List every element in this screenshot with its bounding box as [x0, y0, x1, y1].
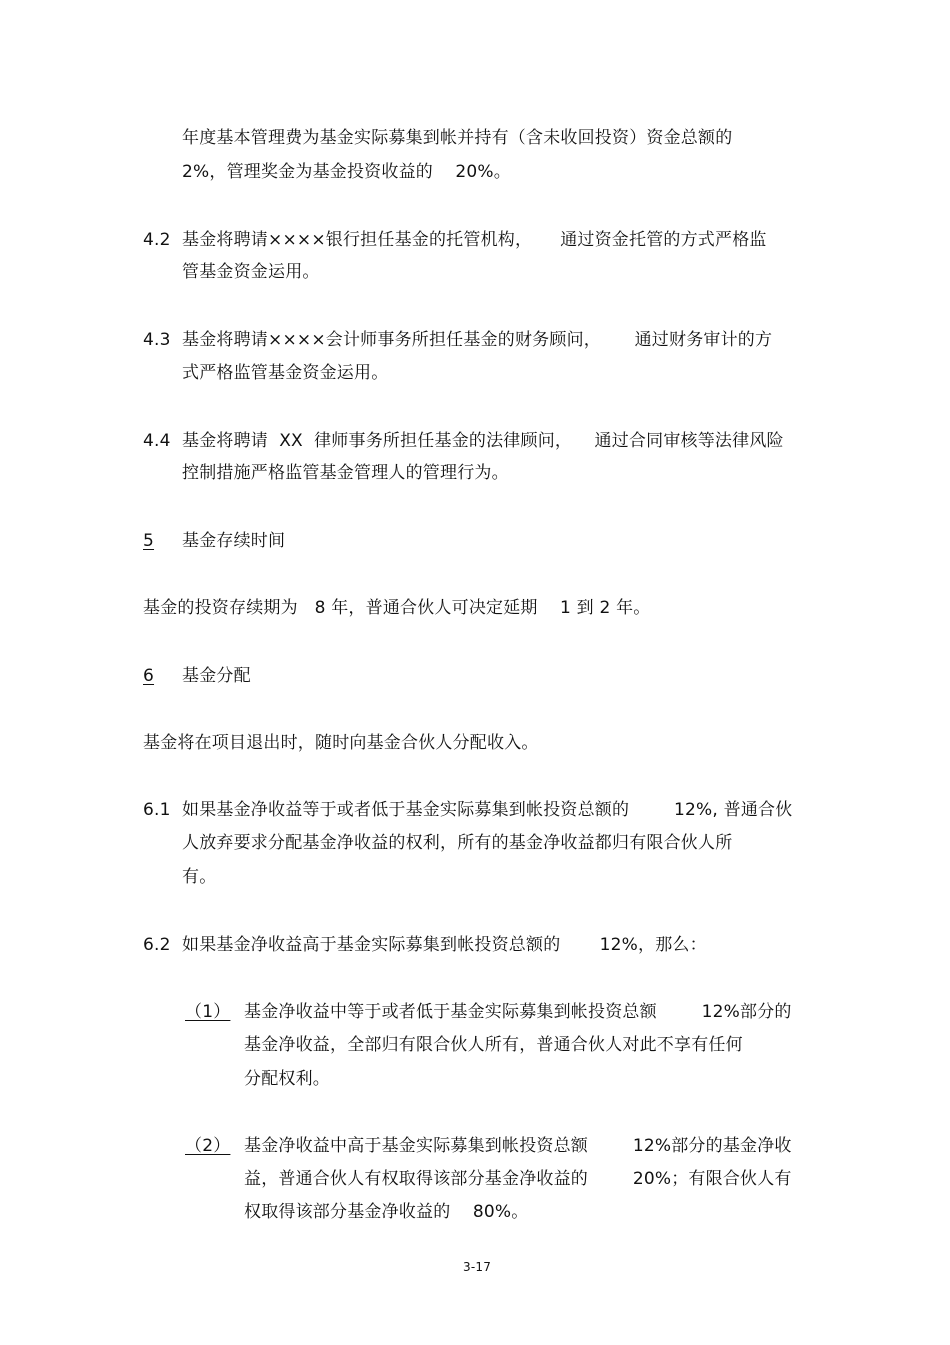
- item-4-4-line1: 基金将聘请 XX 律师事务所担任基金的法律顾问， 通过合同审核等法律风险: [182, 431, 784, 451]
- section-6-number: 6: [143, 666, 155, 686]
- section-5-title: 基金存续时间: [182, 531, 286, 551]
- item-6-2-number: 6.2: [143, 935, 171, 955]
- para-5: 基金的投资存续期为 8 年，普通合伙人可决定延期 1 到 2 年。: [143, 598, 651, 618]
- page-number: 3-17: [463, 1260, 492, 1274]
- item-6-1-line1: 如果基金净收益等于或者低于基金实际募集到帐投资总额的 12%, 普通合伙: [182, 800, 793, 820]
- para-4-1-cont-line1: 年度基本管理费为基金实际募集到帐并持有（含未收回投资）资金总额的: [182, 128, 733, 148]
- item-4-2-number: 4.2: [143, 230, 171, 250]
- sub-1-line1: 基金净收益中等于或者低于基金实际募集到帐投资总额 12%部分的: [244, 1002, 792, 1022]
- para-4-1-cont-line2: 2%，管理奖金为基金投资收益的 20%。: [182, 162, 511, 182]
- sub-2-number: （2）: [185, 1136, 231, 1156]
- sub-2-line1: 基金净收益中高于基金实际募集到帐投资总额 12%部分的基金净收: [244, 1136, 792, 1156]
- item-6-1-number: 6.1: [143, 800, 171, 820]
- item-4-3-line1: 基金将聘请××××会计师事务所担任基金的财务顾问， 通过财务审计的方: [182, 330, 773, 350]
- section-5-number: 5: [143, 531, 155, 551]
- sub-2-line3: 权取得该部分基金净收益的 80%。: [244, 1202, 529, 1222]
- section-6-title: 基金分配: [182, 666, 251, 686]
- sub-1-line2: 基金净收益，全部归有限合伙人所有，普通合伙人对此不享有任何: [244, 1035, 743, 1055]
- item-4-3-line2: 式严格监管基金资金运用。: [182, 363, 389, 383]
- item-6-1-line2: 人放弃要求分配基金净收益的权利，所有的基金净收益都归有限合伙人所: [182, 833, 733, 853]
- item-6-2-line1: 如果基金净收益高于基金实际募集到帐投资总额的 12%，那么：: [182, 935, 707, 955]
- para-6: 基金将在项目退出时，随时向基金合伙人分配收入。: [143, 733, 539, 753]
- sub-1-line3: 分配权利。: [244, 1069, 330, 1089]
- sub-1-number: （1）: [185, 1002, 231, 1022]
- item-6-1-line3: 有。: [182, 867, 217, 887]
- item-4-2-line1: 基金将聘请××××银行担任基金的托管机构， 通过资金托管的方式严格监: [182, 230, 767, 250]
- item-4-4-line2: 控制措施严格监管基金管理人的管理行为。: [182, 463, 509, 483]
- sub-2-line2: 益，普通合伙人有权取得该部分基金净收益的 20%；有限合伙人有: [244, 1169, 792, 1189]
- item-4-2-line2: 管基金资金运用。: [182, 262, 320, 282]
- item-4-4-number: 4.4: [143, 431, 171, 451]
- item-4-3-number: 4.3: [143, 330, 171, 350]
